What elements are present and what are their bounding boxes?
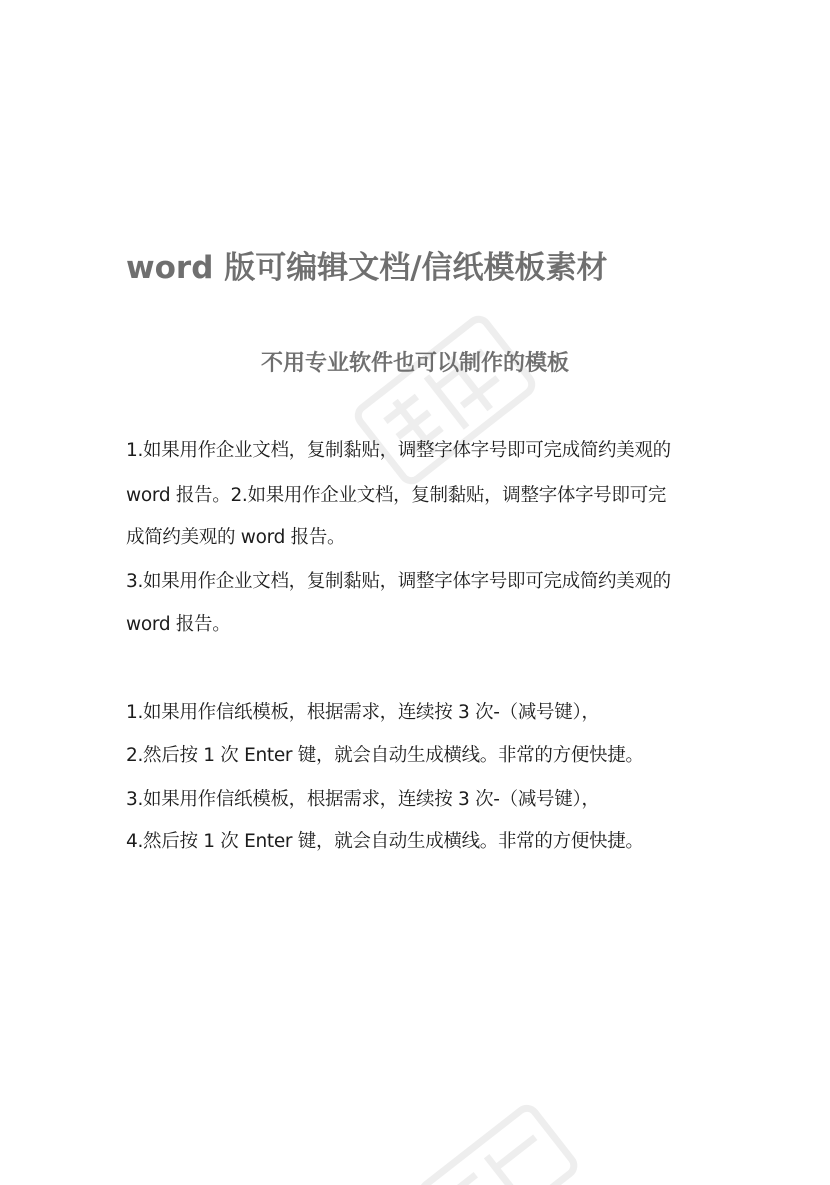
text-line: 3.如果用作企业文档，复制黏贴，调整字体字号即可完成简约美观的 bbox=[126, 571, 671, 592]
text-line: 1.如果用作企业文档，复制黏贴，调整字体字号即可完成简约美观的 bbox=[126, 440, 671, 461]
text-line: word 报告。 bbox=[126, 614, 231, 635]
text-line: 2.然后按 1 次 Enter 键，就会自动生成横线。非常的方便快捷。 bbox=[126, 745, 644, 766]
text-line: 4.然后按 1 次 Enter 键，就会自动生成横线。非常的方便快捷。 bbox=[126, 831, 644, 852]
watermark-logo-icon bbox=[395, 1085, 595, 1185]
text-line: 1.如果用作信纸模板，根据需求，连续按 3 次-（减号键）， bbox=[126, 702, 600, 723]
text-line: word 报告。2.如果用作企业文档，复制黏贴，调整字体字号即可完 bbox=[126, 485, 667, 506]
text-line: 成简约美观的 word 报告。 bbox=[126, 527, 346, 548]
document-title: word 版可编辑文档/信纸模板素材 bbox=[126, 250, 608, 286]
document-subtitle: 不用专业软件也可以制作的模板 bbox=[260, 351, 569, 376]
text-line: 3.如果用作信纸模板，根据需求，连续按 3 次-（减号键）， bbox=[126, 789, 600, 810]
